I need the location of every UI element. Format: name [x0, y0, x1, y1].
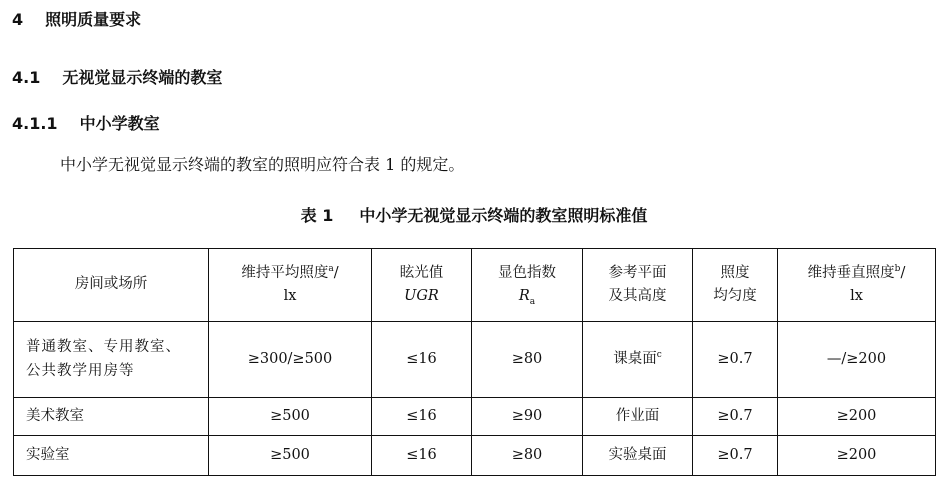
- cell-room: 美术教室: [14, 398, 209, 436]
- section-number: 4.1.1: [12, 114, 58, 133]
- cell-ugr: ≤16: [372, 436, 472, 476]
- section-number: 4: [12, 10, 24, 29]
- cell-uniformity: ≥0.7: [693, 436, 778, 476]
- header-uniformity: 照度 均匀度: [693, 249, 778, 322]
- cell-illuminance: ≥500: [209, 436, 372, 476]
- footnote-mark: b: [894, 263, 901, 274]
- cell-vertical: ≥200: [778, 436, 936, 476]
- cell-room: 普通教室、专用教室、 公共教学用房等: [14, 322, 209, 398]
- cell-ra: ≥80: [472, 322, 583, 398]
- lighting-standard-table: [13, 248, 936, 476]
- header-glare: 眩光值 UGR: [372, 249, 472, 322]
- table-header-row: [14, 249, 936, 322]
- cell-room: 实验室: [14, 436, 209, 476]
- header-room: 房间或场所: [14, 249, 209, 322]
- table-title: 中小学无视觉显示终端的教室照明标准值: [359, 206, 648, 225]
- cell-uniformity: ≥0.7: [693, 322, 778, 398]
- cell-illuminance: ≥500: [209, 398, 372, 436]
- table-row: [14, 322, 936, 398]
- table-row: [14, 436, 936, 476]
- header-vertical-illuminance: 维持垂直照度$^b$/ lx: [778, 249, 936, 322]
- footnote-mark: a: [328, 263, 334, 274]
- section-title: 照明质量要求: [45, 10, 142, 29]
- body-paragraph: 中小学无视觉显示终端的教室的照明应符合表 1 的规定。: [60, 155, 465, 174]
- cell-ra: ≥90: [472, 398, 583, 436]
- section-heading-4: [12, 7, 141, 30]
- cell-plane: 实验桌面: [583, 436, 693, 476]
- cell-plane: 课桌面$^c$: [583, 322, 693, 398]
- cell-plane: 作业面: [583, 398, 693, 436]
- section-number: 4.1: [12, 68, 41, 87]
- cell-vertical: —/≥200: [778, 322, 936, 398]
- header-color-rendering: 显色指数 $R_a$: [472, 249, 583, 322]
- footnote-mark: c: [656, 350, 662, 361]
- cell-illuminance: ≥300/≥500: [209, 322, 372, 398]
- cell-uniformity: ≥0.7: [693, 398, 778, 436]
- cell-vertical: ≥200: [778, 398, 936, 436]
- header-avg-illuminance: 维持平均照度$^a$/ lx: [209, 249, 372, 322]
- section-heading-4-1: [12, 65, 222, 88]
- cell-ugr: ≤16: [372, 398, 472, 436]
- cell-ugr: ≤16: [372, 322, 472, 398]
- section-title: 无视觉显示终端的教室: [62, 68, 223, 87]
- section-title: 中小学教室: [79, 114, 160, 133]
- table-caption: [0, 203, 948, 226]
- table-number: 表 1: [300, 206, 334, 225]
- table-row: [14, 398, 936, 436]
- section-heading-4-1-1: [12, 111, 160, 134]
- cell-ra: ≥80: [472, 436, 583, 476]
- header-reference-plane: 参考平面 及其高度: [583, 249, 693, 322]
